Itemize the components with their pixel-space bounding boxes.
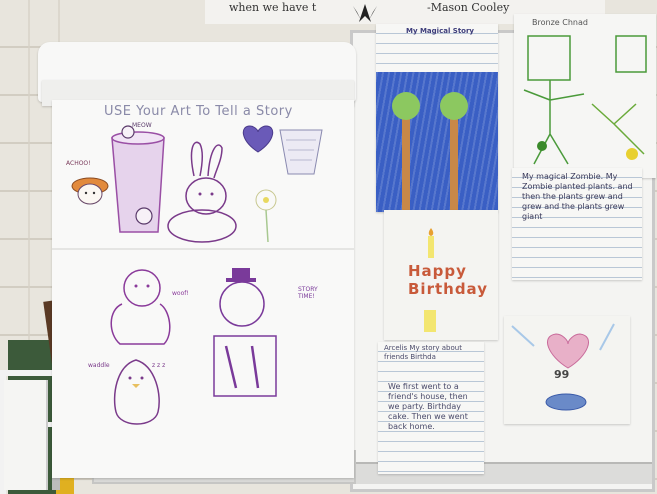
zombie-story-text: My magical Zombie. My Zombie planted plants. and then the plants grew and grew and the plants grew giant [522,172,633,221]
woof-label: woof! [172,290,189,297]
dog-drawing [98,264,188,354]
achoo-label: ACHOO! [66,160,91,167]
friends-story-title: Arcelis My story about friends Birthda [384,344,462,361]
heart-drawing [238,120,278,156]
tiger-in-chair-drawing [196,266,296,406]
chart-paper [52,100,354,478]
meow-label: MEOW [132,122,152,129]
friends-story-page [378,342,484,474]
zombie-drawing-paper [514,14,656,178]
birthday-candle [424,228,438,258]
birthday-card [384,210,498,340]
birthday-text: Happy Birthday [408,262,488,298]
number-99: 99 [554,368,570,381]
forest-story-title: My Magical Story [406,27,474,35]
forest-title-strip [376,24,498,72]
zombie-stick-figures [514,24,656,178]
forest-drawing-paper [376,24,498,212]
chart-paper-title: USE Your Art To Tell a Story [104,104,293,119]
number-drawing-paper [504,316,630,424]
story-time-label: STORY TIME! [298,286,318,300]
wall-quote-text: when we have t [229,1,317,14]
trees-drawing [376,84,498,212]
sneezing-character-drawing [66,160,116,216]
zombie-names: Bronze Chnad [532,18,588,27]
zombie-story-page [512,168,642,280]
ornament-icon [345,0,385,24]
friends-story-text: We first went to a friend's house, then we party. Birthday cake. Then we went back home. [388,382,468,431]
bunny-drawing [156,138,246,248]
basket-drawing [276,120,326,180]
zzz-label: z z z [152,362,166,369]
flower-drawing [246,180,286,244]
waddle-label: waddle [88,362,110,369]
wall-quote-author: -Mason Cooley [427,1,510,14]
